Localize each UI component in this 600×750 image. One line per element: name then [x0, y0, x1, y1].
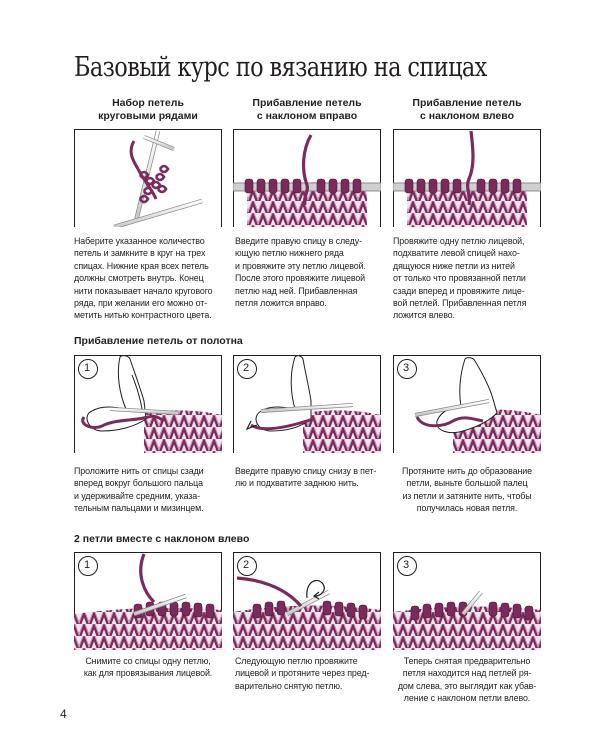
illustration-increase-right: [233, 129, 381, 227]
knit-fabric-illustration: [233, 601, 381, 650]
heading-increase-left: Прибавление петель с наклоном влево: [412, 97, 522, 122]
illustration-k2tog-step-3: [393, 552, 541, 650]
hand-illustration: [256, 356, 311, 431]
caption-cast-on-round: Наберите указанное количество петель и замкните в круг на трех спицах. Нижние края всех петель должны смотреть внутрь. Конец нити показывает начало кругового ряда, при желании его можно от- метить нитью контрастного цвета.: [74, 236, 213, 321]
caption-pick-up-step-1: Проложите нить от спицы сзади вперед вокруг большого пальца и удерживайте средним, указа- тельным пальцами и мизинцем.: [74, 466, 204, 514]
illustration-pick-up-step-1: [74, 355, 222, 453]
heading-k2tog-left: 2 петли вместе с наклоном влево: [74, 533, 250, 545]
step-number-2: 2: [243, 362, 250, 374]
illustration-pick-up-step-2: [233, 355, 381, 453]
illustration-increase-left: [393, 129, 541, 227]
k2tog-step-number-3: 3: [403, 559, 410, 571]
heading-cast-on-round: Набор петель круговыми рядами: [98, 97, 198, 122]
page-title: Базовый курс по вязанию на спицах: [74, 52, 487, 83]
knitting-in-round-illustration: [114, 131, 202, 227]
k2tog-step-number-2: 2: [243, 559, 250, 571]
heading-increase-right: Прибавление петель с наклоном вправо: [252, 97, 362, 122]
caption-pick-up-step-3: Протяните нить до образование петли, выньте большой палец из петли и затяните нить, чтобы получилась новая петля.: [402, 466, 532, 514]
illustration-cast-on-round: [74, 129, 222, 227]
page-number: 4: [60, 707, 67, 721]
caption-k2tog-step-3: Теперь снятая предварительно петля находится над петлей ря- дом слева, это выглядит как убав- ление с наклоном петли влево.: [397, 656, 537, 704]
caption-k2tog-step-2: Следующую петлю провяжите лицевой и протяните через пред- варительно снятую петлю.: [235, 656, 370, 691]
heading-pick-up-from-fabric: Прибавление петель от полотна: [74, 335, 243, 347]
caption-increase-right: Введите правую спицу в следу- ющую петлю нижнего ряда и провяжите эту петлю лицевой. После этого провяжите лицевой петлю над ней. Прибавленная петля ложится вправо.: [235, 236, 366, 309]
step-number-3: 3: [403, 362, 410, 374]
caption-increase-left: Провяжите одну петлю лицевой, подхватите левой спицей нахо- дящуюся ниже петли из нитей от только что провязанной петли сзади вперед и провяжите лице- вой петлей. Прибавленная петля ложится влево.: [393, 236, 527, 321]
step-number-1: 1: [84, 362, 91, 374]
k2tog-step-number-1: 1: [84, 559, 91, 571]
knit-fabric-illustration: [233, 135, 381, 227]
illustration-k2tog-step-1: [74, 552, 222, 650]
knit-fabric-illustration: [393, 131, 541, 227]
illustration-k2tog-step-2: [233, 552, 381, 650]
caption-k2tog-step-1: Снимите со спицы одну петлю, как для провязывания лицевой.: [83, 656, 213, 679]
illustration-pick-up-step-3: [393, 355, 541, 453]
caption-pick-up-step-2: Введите правую спицу снизу в пет- лю и подхватите заднюю нить.: [235, 466, 377, 489]
